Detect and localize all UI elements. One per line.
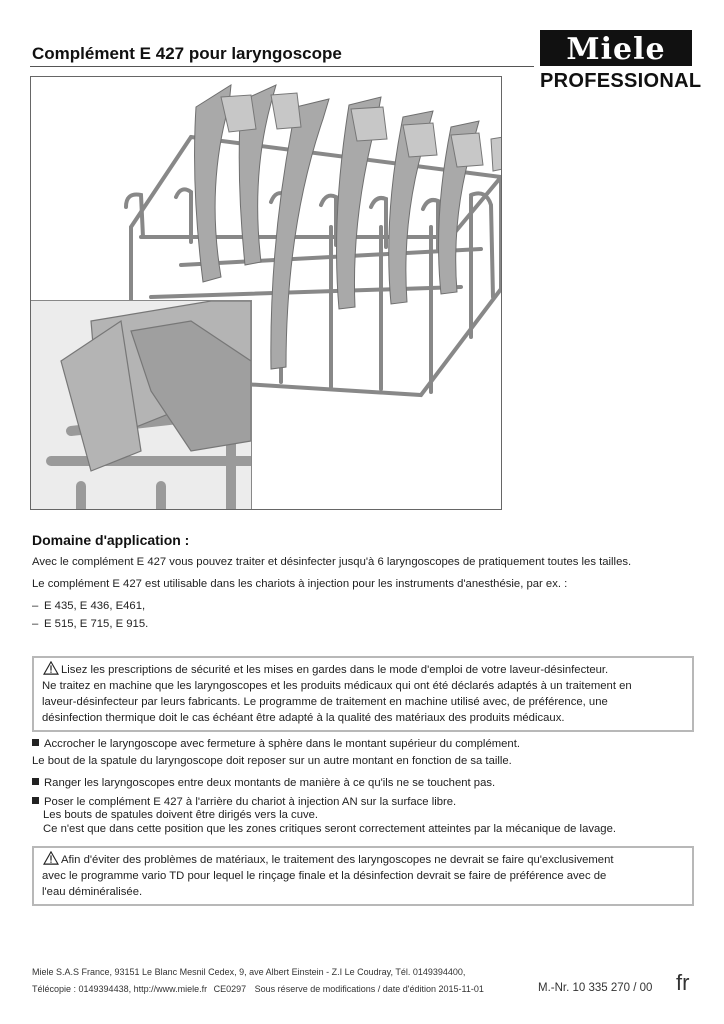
miele-logo: Miele (540, 30, 692, 66)
ce-mark: CE0297 (213, 984, 247, 994)
warning-triangle-icon (42, 661, 60, 675)
instruction-continuation: Les bouts de spatules doivent être dirigés vers la cuve. (43, 809, 319, 821)
footer-fax-web: Télécopie : 0149394438, http://www.miele.fr (32, 984, 208, 994)
language-code: fr (676, 970, 690, 995)
warning-line: laveur-désinfecteur par leurs fabricants. Le programme de traitement en machine utilisé avec, de préférence, une (42, 696, 608, 708)
warning-line: Ne traitez en machine que les laryngoscopes et les produits médicaux qui ont été déclarés adaptés à un traitement en (42, 680, 632, 692)
list-item: – E 515, E 715, E 915. (32, 618, 149, 630)
warning-line: avec le programme vario TD pour lequel le rinçage finale et la désinfection devrait se faire de préférence avec de (42, 870, 607, 882)
warning-line: Afin d'éviter des problèmes de matériaux, le traitement des laryngoscopes ne devrait se faire qu'exclusivement (42, 851, 684, 868)
instruction-continuation: Ce n'est que dans cette position que les zones critiques seront correctement atteintes par la mécanique de lavage. (43, 823, 616, 835)
list-item-text: E 435, E 436, E461, (44, 600, 146, 612)
bullet-square-icon (32, 778, 39, 785)
instruction-bullet: Poser le complément E 427 à l'arrière du chariot à injection AN sur la surface libre. (32, 795, 456, 809)
application-paragraph-1: Avec le complément E 427 vous pouvez traiter et désinfecter jusqu'à 6 laryngoscopes de pratiquement toutes les tailles. (32, 556, 632, 568)
section-heading-application: Domaine d'application : (32, 532, 190, 548)
product-illustration (30, 76, 502, 510)
bullet-square-icon (32, 797, 39, 804)
list-item-text: E 515, E 715, E 915. (44, 618, 149, 630)
page-title: Complément E 427 pour laryngoscope (32, 44, 342, 63)
title-divider (30, 66, 534, 67)
logo-professional-label: PROFESSIONAL (540, 70, 702, 92)
detail-inset (31, 300, 252, 510)
instruction-bullet: Accrocher le laryngoscope avec fermeture à sphère dans le montant supérieur du complément. (32, 737, 520, 751)
warning-line: désinfection thermique doit le cas échéant être adapté à la qualité des matériaux des produits médicaux. (42, 712, 565, 724)
footer-revision-note: Sous réserve de modifications / date d'édition 2015-11-01 (254, 984, 484, 994)
document-number: M.-Nr. 10 335 270 / 00 (538, 982, 653, 994)
instruction-paragraph: Le bout de la spatule du laryngoscope doit reposer sur un autre montant en fonction de sa taille. (32, 755, 512, 767)
footer-address: Miele S.A.S France, 93151 Le Blanc Mesnil Cedex, 9, ave Albert Einstein - Z.I Le Coudray, Tél. 0149394400, (32, 967, 466, 977)
bullet-square-icon (32, 739, 39, 746)
instruction-bullet: Ranger les laryngoscopes entre deux montants de manière à ce qu'ils ne se touchent pas. (32, 776, 495, 790)
footer-contact (32, 984, 484, 994)
list-item: – E 435, E 436, E461, (32, 600, 146, 612)
warning-triangle-icon (42, 851, 60, 865)
warning-box-materials (32, 846, 694, 906)
warning-box-safety (32, 656, 694, 732)
warning-line: l'eau déminéralisée. (42, 886, 143, 898)
application-paragraph-2: Le complément E 427 est utilisable dans les chariots à injection pour les instruments d'anesthésie, par ex. : (32, 578, 568, 590)
warning-line: Lisez les prescriptions de sécurité et les mises en gardes dans le mode d'emploi de votre laveur-désinfecteur. (42, 661, 684, 678)
detail-inset-drawing (31, 301, 251, 510)
